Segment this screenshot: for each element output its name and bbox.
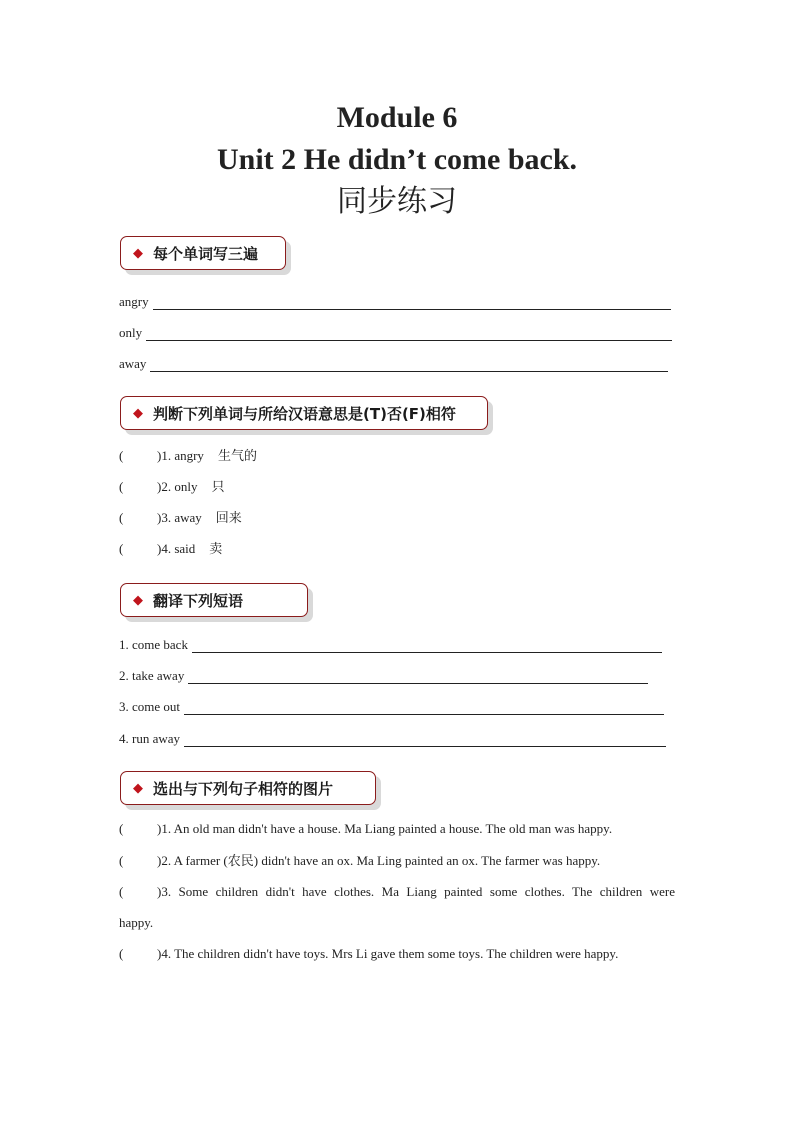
diamond-icon: ◆ (133, 405, 143, 421)
module-title: Module 6 (336, 101, 458, 134)
phrase-row (119, 664, 648, 684)
answer-blank[interactable]: ( (119, 884, 124, 899)
section-header-match-pictures (120, 771, 376, 805)
sentence-item (119, 851, 600, 871)
answer-line[interactable] (184, 700, 664, 715)
section-header-translate (120, 583, 308, 617)
answer-blank[interactable]: ( (119, 821, 124, 836)
section-title: 翻译下列短语 (153, 591, 244, 610)
answer-blank[interactable]: ( (119, 510, 124, 525)
phrase-label: 2. take away (119, 668, 185, 683)
answer-blank[interactable]: ( (119, 946, 124, 961)
answer-line[interactable] (184, 732, 666, 747)
sentence-item (119, 819, 612, 839)
sentence-text: happy. (119, 915, 154, 930)
phrase-row (119, 633, 662, 653)
sentence-item (119, 944, 618, 964)
tf-item-word: )2. only (157, 479, 198, 494)
tf-item-meaning: 卖 (209, 542, 223, 557)
write-line-row (119, 321, 672, 341)
word-label: angry (119, 294, 149, 309)
word-label: only (119, 325, 143, 340)
sentence-text: )2. A farmer (农民) didn't have an ox. Ma Ling painted an ox. The farmer was happy. (157, 853, 601, 868)
answer-line[interactable] (153, 295, 671, 310)
tf-item-meaning: 只 (211, 480, 225, 495)
section-title: 每个单词写三遍 (153, 244, 259, 263)
unit-title: Unit 2 He didn’t come back. (217, 143, 577, 176)
tf-item-word: )4. said (157, 541, 196, 556)
tf-item-word: )1. angry (157, 448, 204, 463)
tf-item (119, 508, 242, 528)
tf-item-meaning: 回来 (215, 511, 242, 526)
tf-item-word: )3. away (157, 510, 202, 525)
section-header-write-words (120, 236, 286, 270)
answer-line[interactable] (188, 669, 648, 684)
sentence-text: )4. The children didn't have toys. Mrs Li gave them some toys. The children were happy. (157, 946, 619, 961)
sentence-text: )3. Some children didn't have clothes. Ma Liang painted some clothes. The children were (157, 884, 675, 899)
sentence-item (119, 882, 675, 902)
write-line-row (119, 352, 668, 372)
phrase-label: 4. run away (119, 731, 181, 746)
diamond-icon: ◆ (133, 245, 143, 261)
tf-item-meaning: 生气的 (217, 449, 257, 464)
word-label: away (119, 356, 147, 371)
diamond-icon: ◆ (133, 592, 143, 608)
answer-line[interactable] (150, 357, 668, 372)
section-title: 判断下列单词与所给汉语意思是(T)否(F)相符 (153, 404, 456, 423)
sentence-text: )1. An old man didn't have a house. Ma Liang painted a house. The old man was happy. (157, 821, 613, 836)
phrase-row (119, 727, 666, 747)
tf-item (119, 446, 257, 466)
phrase-row (119, 695, 664, 715)
phrase-label: 3. come out (119, 699, 181, 714)
tf-item (119, 539, 222, 559)
section-title: 选出与下列句子相符的图片 (153, 779, 334, 798)
diamond-icon: ◆ (133, 780, 143, 796)
sentence-continuation (119, 913, 153, 933)
section-header-true-false (120, 396, 488, 430)
phrase-label: 1. come back (119, 637, 188, 652)
answer-blank[interactable]: ( (119, 541, 124, 556)
tf-item (119, 477, 224, 497)
write-line-row (119, 290, 671, 310)
answer-line[interactable] (192, 638, 662, 653)
page-subtitle: 同步练习 (337, 184, 457, 219)
answer-line[interactable] (146, 326, 672, 341)
answer-blank[interactable]: ( (119, 448, 124, 463)
answer-blank[interactable]: ( (119, 853, 124, 868)
answer-blank[interactable]: ( (119, 479, 124, 494)
